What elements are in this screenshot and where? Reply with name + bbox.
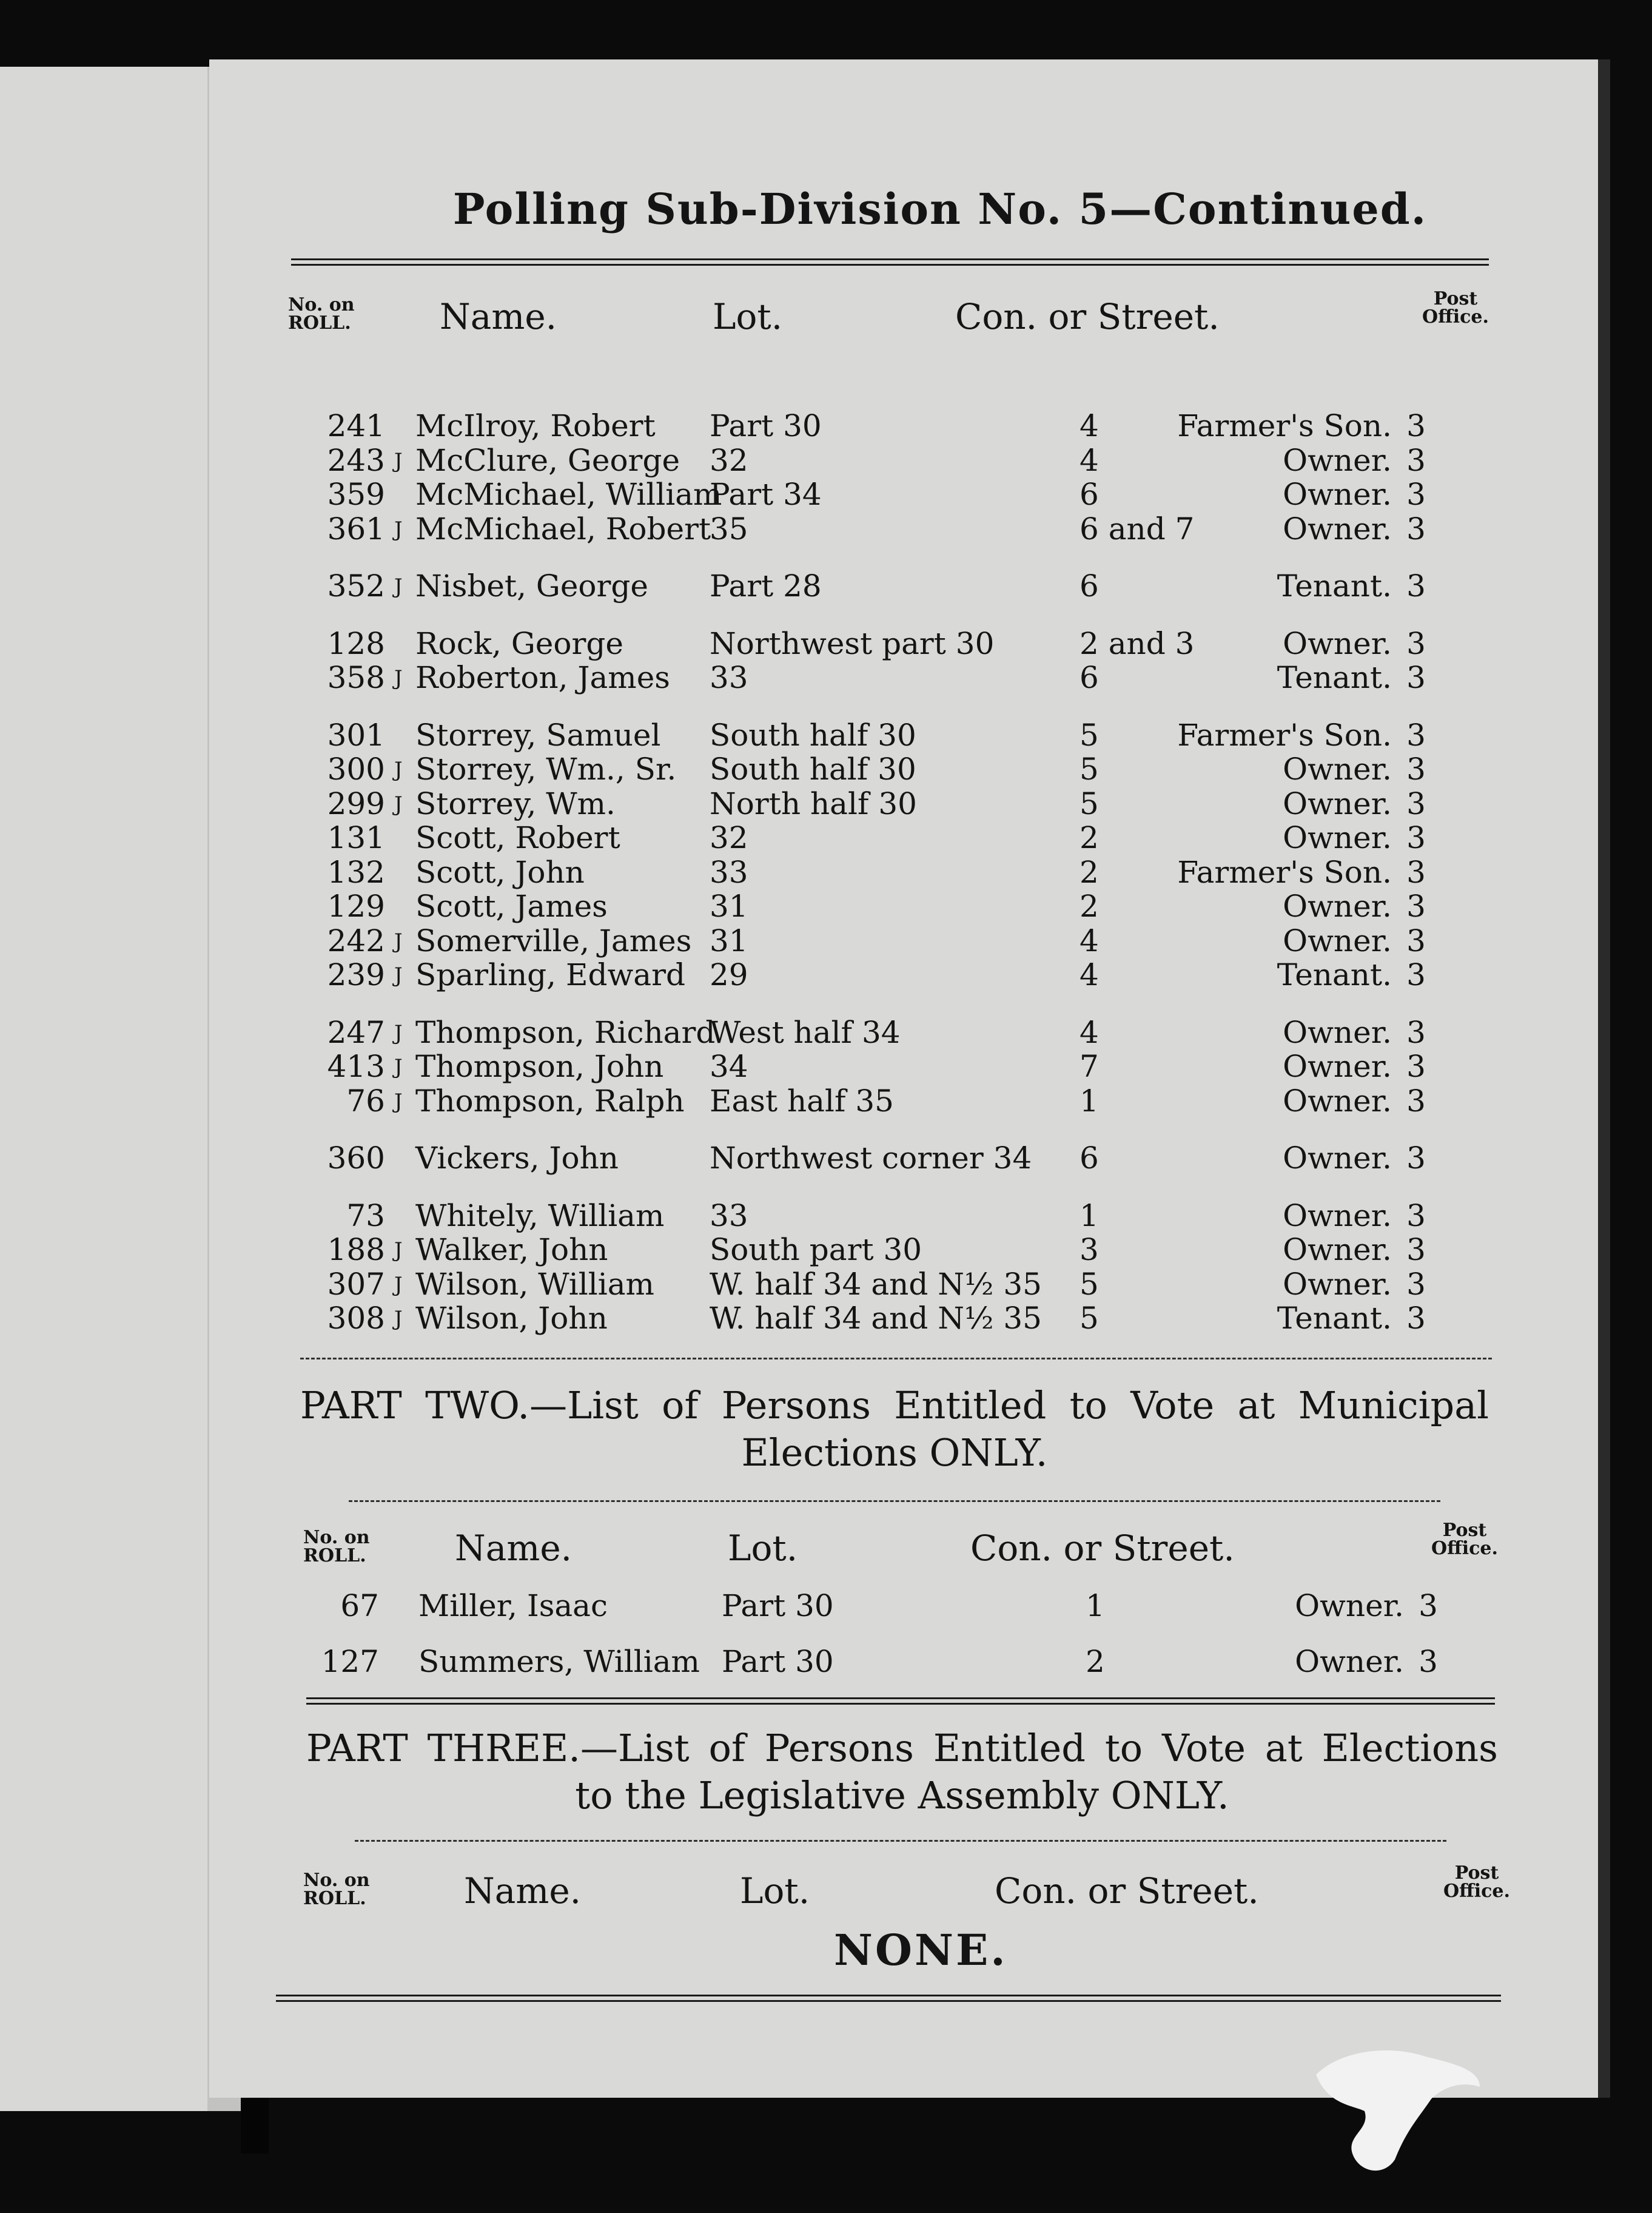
voter-name: McIlroy, Robert	[415, 408, 656, 443]
paper-damage-blot	[1304, 2038, 1486, 2178]
table-row	[288, 1049, 1513, 1083]
voter-name: Wilson, John	[415, 1301, 608, 1336]
post-office-header	[1431, 1521, 1498, 1558]
juror-mark: J	[394, 1272, 403, 1297]
lot-value: W. half 34 and N½ 35	[710, 1266, 1042, 1302]
lot-value: 31	[710, 889, 748, 924]
juror-mark: J	[394, 758, 403, 782]
concession-value: 5	[1080, 1301, 1099, 1336]
table-row	[288, 855, 1513, 889]
post-line2: Office.	[1422, 306, 1489, 328]
status-value: Owner.	[1283, 1232, 1392, 1267]
roll-number: 128	[327, 625, 385, 661]
post-office-value: 3	[1406, 786, 1426, 821]
voter-name: Rock, George	[415, 625, 623, 661]
part-one-column-header	[288, 290, 1501, 345]
concession-value: 2	[1080, 889, 1099, 924]
status-value: Owner.	[1283, 442, 1392, 478]
concession-value: 6	[1080, 568, 1099, 604]
roll-number: 308	[327, 1301, 385, 1336]
con-street-header: Con. or Street.	[995, 1870, 1259, 1912]
status-value: Tenant.	[1277, 1301, 1392, 1336]
lot-value: West half 34	[710, 1014, 901, 1050]
voter-name: McClure, George	[415, 442, 680, 478]
name-header: Name.	[440, 296, 557, 337]
post-office-value: 3	[1406, 1140, 1426, 1176]
post-office-value: 3	[1406, 477, 1426, 512]
post-office-value: 3	[1406, 1301, 1426, 1336]
concession-value: 4	[1080, 408, 1099, 443]
page-right-shadow	[1598, 59, 1610, 2098]
status-value: Tenant.	[1277, 957, 1392, 992]
voter-name: McMichael, William	[415, 477, 722, 512]
table-row	[288, 511, 1513, 545]
post-office-value: 3	[1406, 889, 1426, 924]
lot-value: 34	[710, 1049, 748, 1084]
roll-number: 413	[327, 1049, 385, 1084]
lot-value: 35	[710, 511, 748, 547]
roll-number: 301	[327, 717, 385, 753]
voter-name: Vickers, John	[415, 1140, 619, 1176]
lot-value: 32	[710, 820, 748, 855]
document-page	[209, 59, 1598, 2098]
table-row	[288, 1198, 1513, 1232]
name-header: Name.	[455, 1528, 572, 1569]
post-office-value: 3	[1406, 752, 1426, 787]
juror-mark: J	[394, 1307, 403, 1331]
voter-name: McMichael, Robert	[415, 511, 711, 547]
lot-header: Lot.	[713, 296, 783, 337]
concession-value: 4	[1080, 923, 1099, 958]
roll-number: 76	[346, 1083, 385, 1119]
con-street-header: Con. or Street.	[955, 296, 1220, 337]
part-three-column-header	[303, 1864, 1516, 1919]
status-value: Owner.	[1283, 786, 1392, 821]
roll-number: 241	[327, 408, 385, 443]
post-office-value: 3	[1406, 1049, 1426, 1084]
voter-name: Roberton, James	[415, 660, 670, 695]
status-value: Owner.	[1283, 889, 1392, 924]
post-office-value: 3	[1406, 408, 1426, 443]
post-office-value: 3	[1406, 820, 1426, 855]
lot-value: 33	[710, 660, 748, 695]
roll-number: 243	[327, 442, 385, 478]
part-two-column-header	[303, 1521, 1516, 1576]
table-row	[288, 626, 1513, 660]
no-on-roll-line2: ROLL.	[303, 1888, 366, 1909]
juror-mark: J	[394, 666, 403, 690]
juror-mark: J	[394, 1089, 403, 1114]
juror-mark: J	[394, 448, 403, 473]
juror-mark: J	[394, 1020, 403, 1045]
lot-value: 32	[710, 442, 748, 478]
part-one-end-rule	[300, 1358, 1492, 1359]
status-value: Owner.	[1283, 477, 1392, 512]
no-on-roll-line2: ROLL.	[288, 312, 351, 334]
con-street-header: Con. or Street.	[970, 1528, 1235, 1569]
roll-number: 361	[327, 511, 385, 547]
lot-value: 33	[710, 1197, 748, 1233]
page-end-rule	[276, 1995, 1501, 2002]
status-value: Owner.	[1283, 1049, 1392, 1084]
no-on-roll-line1: No. on	[288, 294, 355, 315]
juror-mark: J	[394, 517, 403, 542]
juror-mark: J	[394, 1055, 403, 1079]
concession-value: 7	[1080, 1049, 1099, 1084]
no-on-roll-header	[303, 1871, 370, 1908]
status-value: Owner.	[1283, 625, 1392, 661]
lot-value: East half 35	[710, 1083, 894, 1119]
status-value: Owner.	[1283, 1266, 1392, 1302]
post-office-value: 3	[1406, 568, 1426, 604]
part-three-heading-line1: PART THREE.—List of Persons Entitled to Vote at Elections	[306, 1726, 1498, 1770]
post-office-value: 3	[1406, 1266, 1426, 1302]
roll-number: 188	[327, 1232, 385, 1267]
table-row	[288, 1015, 1513, 1049]
post-line2: Office.	[1431, 1538, 1498, 1559]
no-on-roll-header	[303, 1529, 370, 1565]
part-two-heading-line2: Elections ONLY.	[741, 1430, 1048, 1475]
juror-mark: J	[394, 963, 403, 988]
concession-value: 4	[1080, 442, 1099, 478]
voter-name: Nisbet, George	[415, 568, 649, 604]
lot-value: Part 30	[710, 408, 822, 443]
voter-name: Scott, John	[415, 854, 585, 890]
part-three-none: NONE.	[834, 1925, 1008, 1975]
status-value: Owner.	[1283, 1014, 1392, 1050]
voter-name: Summers, William	[418, 1644, 700, 1679]
table-row	[288, 889, 1513, 923]
lot-value: Part 30	[722, 1644, 834, 1679]
post-office-value: 3	[1406, 957, 1426, 992]
status-value: Owner.	[1295, 1588, 1404, 1623]
lot-value: Northwest part 30	[710, 625, 995, 661]
roll-number: 359	[327, 477, 385, 512]
status-value: Farmer's Son.	[1177, 717, 1392, 753]
concession-value: 4	[1080, 1014, 1099, 1050]
lot-value: 29	[710, 957, 748, 992]
roll-number: 242	[327, 923, 385, 958]
roll-number: 67	[340, 1588, 379, 1623]
concession-value: 1	[1086, 1588, 1105, 1623]
post-office-value: 3	[1406, 511, 1426, 547]
voter-name: Whitely, William	[415, 1197, 665, 1233]
status-value: Owner.	[1283, 1197, 1392, 1233]
table-row	[288, 408, 1513, 442]
table-row	[288, 752, 1513, 786]
lot-value: Part 28	[710, 568, 822, 604]
table-row	[288, 957, 1513, 991]
table-row	[288, 568, 1513, 602]
table-row	[288, 1083, 1513, 1117]
concession-value: 6	[1080, 1140, 1099, 1176]
post-office-value: 3	[1406, 923, 1426, 958]
post-office-value: 3	[1406, 1014, 1426, 1050]
voter-name: Somerville, James	[415, 923, 692, 958]
post-office-value: 3	[1406, 660, 1426, 695]
post-line2: Office.	[1443, 1881, 1510, 1902]
no-on-roll-header	[288, 296, 355, 332]
voter-name: Storrey, Wm., Sr.	[415, 752, 677, 787]
part-three-heading	[306, 1725, 1498, 1819]
lot-value: 31	[710, 923, 748, 958]
table-row	[288, 1301, 1513, 1335]
lot-value: South half 30	[710, 717, 916, 753]
status-value: Owner.	[1283, 1083, 1392, 1119]
voter-name: Miller, Isaac	[418, 1588, 608, 1623]
roll-number: 131	[327, 820, 385, 855]
voter-name: Thompson, Ralph	[415, 1083, 685, 1119]
title-rule	[291, 258, 1489, 266]
part-two-end-rule	[306, 1697, 1495, 1705]
lot-value: South half 30	[710, 752, 916, 787]
roll-number: 73	[346, 1197, 385, 1233]
part-three-heading-line2: to the Legislative Assembly ONLY.	[575, 1773, 1229, 1817]
concession-value: 6	[1080, 477, 1099, 512]
roll-number: 129	[327, 889, 385, 924]
status-value: Tenant.	[1277, 660, 1392, 695]
status-value: Owner.	[1283, 752, 1392, 787]
roll-number: 127	[321, 1644, 379, 1679]
post-office-header	[1422, 290, 1489, 326]
part-two-heading-line1: PART TWO.—List of Persons Entitled to Vote at Municipal	[300, 1383, 1489, 1427]
lot-value: Part 34	[710, 477, 822, 512]
juror-mark: J	[394, 929, 403, 954]
juror-mark: J	[394, 1238, 403, 1262]
concession-value: 1	[1080, 1083, 1099, 1119]
concession-value: 5	[1080, 717, 1099, 753]
lot-value: Northwest corner 34	[710, 1140, 1032, 1176]
concession-value: 2	[1080, 820, 1099, 855]
table-row	[288, 1140, 1513, 1174]
page-title: Polling Sub-Division No. 5—Continued.	[452, 184, 1428, 234]
concession-value: 5	[1080, 786, 1099, 821]
part-three-rule	[355, 1840, 1446, 1842]
voter-name: Sparling, Edward	[415, 957, 685, 992]
voter-name: Thompson, Richard	[415, 1014, 716, 1050]
voter-name: Wilson, William	[415, 1266, 654, 1302]
concession-value: 4	[1080, 957, 1099, 992]
concession-value: 5	[1080, 752, 1099, 787]
table-row	[288, 786, 1513, 820]
post-office-value: 3	[1406, 717, 1426, 753]
table-row	[288, 1267, 1513, 1301]
post-office-value: 3	[1419, 1588, 1438, 1623]
post-line1: Post	[1442, 1520, 1487, 1541]
table-row	[288, 660, 1513, 694]
status-value: Farmer's Son.	[1177, 854, 1392, 890]
post-line1: Post	[1454, 1862, 1499, 1884]
lot-value: North half 30	[710, 786, 917, 821]
post-office-value: 3	[1406, 625, 1426, 661]
voter-name: Thompson, John	[415, 1049, 664, 1084]
status-value: Owner.	[1283, 923, 1392, 958]
post-office-value: 3	[1406, 1232, 1426, 1267]
part-two-heading	[300, 1382, 1489, 1477]
roll-number: 239	[327, 957, 385, 992]
post-office-value: 3	[1406, 1083, 1426, 1119]
concession-value: 6 and 7	[1080, 511, 1195, 547]
concession-value: 2	[1080, 854, 1099, 890]
concession-value: 6	[1080, 660, 1099, 695]
roll-number: 132	[327, 854, 385, 890]
status-value: Owner.	[1283, 820, 1392, 855]
name-header: Name.	[464, 1870, 582, 1912]
lot-header: Lot.	[740, 1870, 810, 1912]
voter-name: Scott, James	[415, 889, 608, 924]
table-row	[300, 1588, 1525, 1622]
no-on-roll-line2: ROLL.	[303, 1545, 366, 1566]
lot-value: Part 30	[722, 1588, 834, 1623]
lot-value: South part 30	[710, 1232, 922, 1267]
no-on-roll-line1: No. on	[303, 1870, 370, 1891]
concession-value: 1	[1080, 1197, 1099, 1233]
roll-number: 299	[327, 786, 385, 821]
lot-header: Lot.	[728, 1528, 798, 1569]
post-office-value: 3	[1406, 442, 1426, 478]
lot-value: 33	[710, 854, 748, 890]
no-on-roll-line1: No. on	[303, 1527, 370, 1548]
voter-name: Storrey, Wm.	[415, 786, 616, 821]
table-row	[288, 443, 1513, 477]
part-two-rule	[349, 1500, 1440, 1502]
post-office-value: 3	[1406, 1197, 1426, 1233]
roll-number: 358	[327, 660, 385, 695]
status-value: Tenant.	[1277, 568, 1392, 604]
concession-value: 3	[1080, 1232, 1099, 1267]
concession-value: 2 and 3	[1080, 625, 1195, 661]
table-row	[288, 477, 1513, 511]
status-value: Farmer's Son.	[1177, 408, 1392, 443]
voter-name: Storrey, Samuel	[415, 717, 661, 753]
status-value: Owner.	[1283, 1140, 1392, 1176]
roll-number: 352	[327, 568, 385, 604]
table-row	[288, 1232, 1513, 1266]
lot-value: W. half 34 and N½ 35	[710, 1301, 1042, 1336]
status-value: Owner.	[1295, 1644, 1404, 1679]
roll-number: 360	[327, 1140, 385, 1176]
left-facing-page	[0, 67, 240, 2111]
table-row	[288, 820, 1513, 854]
table-row	[288, 718, 1513, 752]
post-line1: Post	[1433, 288, 1478, 309]
juror-mark: J	[394, 574, 403, 599]
roll-number: 307	[327, 1266, 385, 1302]
post-office-header	[1443, 1864, 1510, 1901]
table-row	[300, 1644, 1525, 1678]
concession-value: 2	[1086, 1644, 1105, 1679]
voter-name: Scott, Robert	[415, 820, 620, 855]
status-value: Owner.	[1283, 511, 1392, 547]
roll-number: 300	[327, 752, 385, 787]
roll-number: 247	[327, 1014, 385, 1050]
post-office-value: 3	[1419, 1644, 1438, 1679]
juror-mark: J	[394, 792, 403, 817]
voter-name: Walker, John	[415, 1232, 608, 1267]
post-office-value: 3	[1406, 854, 1426, 890]
concession-value: 5	[1080, 1266, 1099, 1302]
table-row	[288, 923, 1513, 957]
